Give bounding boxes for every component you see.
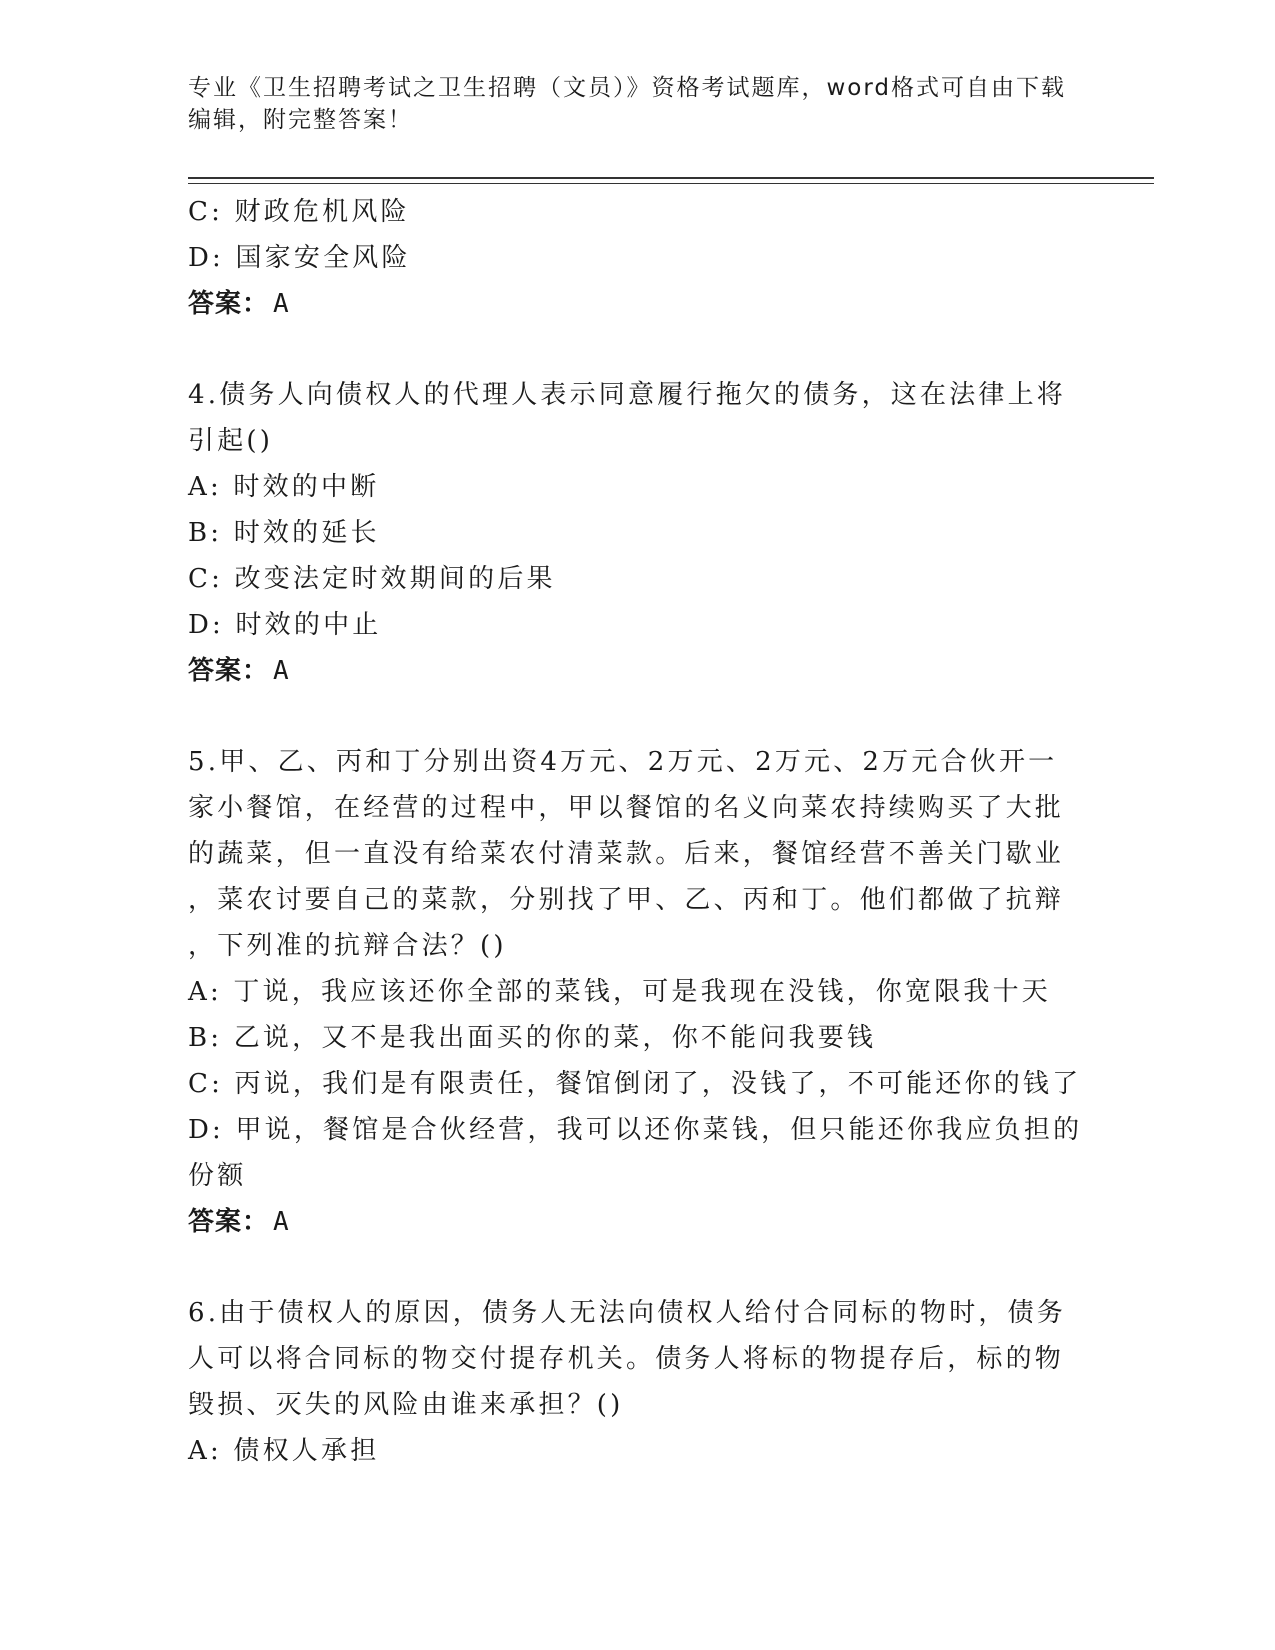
q5-stem-line-4: ，菜农讨要自己的菜款，分别找了甲、乙、丙和丁。他们都做了抗辩 [188, 885, 1065, 915]
spacer [188, 694, 1088, 739]
q5-option-d-line-2: 份额 [188, 1161, 247, 1191]
q3-answer-value: A [273, 289, 290, 319]
q4-answer-value: A [273, 656, 290, 686]
question-4 [188, 372, 1088, 694]
q6-stem-line-3: 毁损、灭失的风险由谁来承担？() [188, 1390, 624, 1420]
q4-answer-label: 答案： [188, 656, 270, 686]
question-5 [188, 739, 1088, 1245]
q5-answer-label: 答案： [188, 1207, 270, 1237]
question-6 [188, 1290, 1088, 1474]
q5-option-b: B: 乙说，又不是我出面买的你的菜，你不能问我要钱 [188, 1023, 877, 1053]
q3-answer [188, 281, 1088, 327]
question-3 [188, 189, 1088, 327]
q4-stem-line-1: 4.债务人向债权人的代理人表示同意履行拖欠的债务，这在法律上将 [188, 380, 1067, 410]
q5-answer-value: A [273, 1207, 290, 1237]
q3-option-c: C: 财政危机风险 [188, 197, 410, 227]
q4-option-c: C: 改变法定时效期间的后果 [188, 564, 556, 594]
spacer [188, 327, 1088, 372]
q4-option-b: B: 时效的延长 [188, 518, 380, 548]
q4-option-d: D: 时效的中止 [188, 610, 382, 640]
q5-stem-line-2: 家小餐馆，在经营的过程中，甲以餐馆的名义向菜农持续购买了大批 [188, 793, 1065, 823]
q5-stem-line-5: ，下列准的抗辩合法？() [188, 931, 507, 961]
q6-option-a: A: 债权人承担 [188, 1436, 380, 1466]
q4-stem-line-2: 引起() [188, 426, 274, 456]
header-line-1: 专业《卫生招聘考试之卫生招聘（文员）》资格考试题库，word格式可自由下载 [188, 75, 1067, 101]
spacer [188, 1245, 1088, 1290]
q3-option-d: D: 国家安全风险 [188, 243, 411, 273]
header-rule-thick [188, 177, 1154, 179]
q6-stem-line-2: 人可以将合同标的物交付提存机关。债务人将标的物提存后，标的物 [188, 1344, 1065, 1374]
q5-option-c: C: 丙说，我们是有限责任，餐馆倒闭了，没钱了，不可能还你的钱了 [188, 1069, 1082, 1099]
q5-stem-line-3: 的蔬菜，但一直没有给菜农付清菜款。后来，餐馆经营不善关门歇业 [188, 839, 1065, 869]
q5-answer [188, 1199, 1088, 1245]
q6-stem-line-1: 6.由于债权人的原因，债务人无法向债权人给付合同标的物时，债务 [188, 1298, 1067, 1328]
header-rule-thin [188, 183, 1154, 184]
document-header [188, 72, 1088, 136]
question-list [188, 189, 1088, 1474]
q4-option-a: A: 时效的中断 [188, 472, 380, 502]
q5-stem-line-1: 5.甲、乙、丙和丁分别出资4万元、2万元、2万元、2万元合伙开一 [188, 747, 1058, 777]
q3-answer-label: 答案： [188, 289, 270, 319]
q4-answer [188, 648, 1088, 694]
header-line-2: 编辑，附完整答案！ [188, 107, 413, 133]
q5-option-a: A: 丁说，我应该还你全部的菜钱，可是我现在没钱，你宽限我十天 [188, 977, 1052, 1007]
q5-option-d-line-1: D: 甲说，餐馆是合伙经营，我可以还你菜钱，但只能还你我应负担的 [188, 1115, 1083, 1145]
